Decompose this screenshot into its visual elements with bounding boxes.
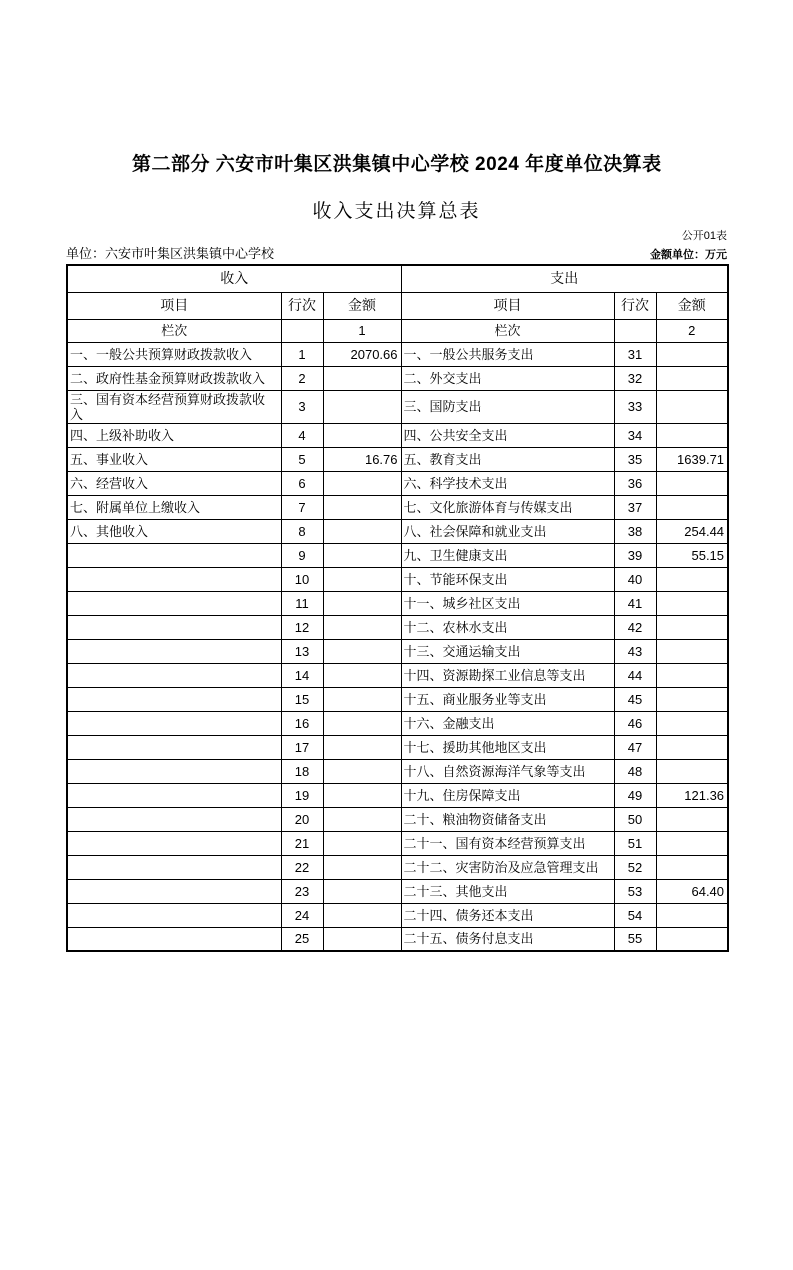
form-code-label: 公开01表 (681, 230, 727, 242)
expense-line-cell: 54 (614, 903, 656, 927)
expense-line-cell: 47 (614, 735, 656, 759)
income-amount-cell (323, 783, 401, 807)
expense-item-cell: 十九、住房保障支出 (401, 783, 614, 807)
expense-amount-cell (656, 735, 728, 759)
income-line-cell: 5 (281, 447, 323, 471)
income-amount-cell (323, 639, 401, 663)
income-amount-cell (323, 423, 401, 447)
income-item-cell (67, 759, 281, 783)
expense-amount-cell: 121.36 (656, 783, 728, 807)
expense-line-cell: 46 (614, 711, 656, 735)
income-amount-cell (323, 663, 401, 687)
expense-amount-cell (656, 366, 728, 390)
expense-item-cell: 六、科学技术支出 (401, 471, 614, 495)
income-amount-cell (323, 927, 401, 951)
expense-amount-cell (656, 927, 728, 951)
expense-line-cell: 37 (614, 495, 656, 519)
table-row (67, 783, 728, 807)
income-item-cell: 三、国有资本经营预算财政拨款收入 (67, 390, 281, 423)
income-amount-header: 金额 (323, 292, 401, 319)
income-item-cell (67, 591, 281, 615)
expense-item-cell: 七、文化旅游体育与传媒支出 (401, 495, 614, 519)
expense-amount-cell: 55.15 (656, 543, 728, 567)
table-row (67, 423, 728, 447)
income-line-no-header: 行次 (281, 292, 323, 319)
table-row (67, 855, 728, 879)
expense-item-cell: 二十、粮油物资储备支出 (401, 807, 614, 831)
table-row (67, 759, 728, 783)
income-amount-cell (323, 519, 401, 543)
income-amount-cell (323, 591, 401, 615)
expense-line-cell: 48 (614, 759, 656, 783)
income-amount-cell (323, 366, 401, 390)
income-amount-cell (323, 735, 401, 759)
table-row (67, 831, 728, 855)
table-row (67, 543, 728, 567)
expense-line-cell: 36 (614, 471, 656, 495)
income-item-cell: 一、一般公共预算财政拨款收入 (67, 342, 281, 366)
table-row (67, 639, 728, 663)
expense-item-cell: 二、外交支出 (401, 366, 614, 390)
income-amount-cell (323, 390, 401, 423)
expense-item-cell: 十八、自然资源海洋气象等支出 (401, 759, 614, 783)
table-row (67, 903, 728, 927)
income-line-cell: 15 (281, 687, 323, 711)
expense-line-cell: 38 (614, 519, 656, 543)
table-meta-row (66, 243, 727, 262)
table-row (67, 471, 728, 495)
expense-amount-cell (656, 807, 728, 831)
income-item-cell (67, 663, 281, 687)
expense-amount-cell (656, 567, 728, 591)
expense-item-cell: 二十二、灾害防治及应急管理支出 (401, 855, 614, 879)
income-column-number: 1 (323, 319, 401, 342)
expense-line-no-header: 行次 (614, 292, 656, 319)
expense-item-cell: 十三、交通运输支出 (401, 639, 614, 663)
expense-line-cell: 32 (614, 366, 656, 390)
expense-line-cell: 44 (614, 663, 656, 687)
expense-amount-cell: 254.44 (656, 519, 728, 543)
income-line-cell: 1 (281, 342, 323, 366)
table-row (67, 495, 728, 519)
expense-line-cell: 33 (614, 390, 656, 423)
income-item-cell: 七、附属单位上缴收入 (67, 495, 281, 519)
income-line-cell: 24 (281, 903, 323, 927)
table-row (67, 342, 728, 366)
expense-amount-cell: 1639.71 (656, 447, 728, 471)
table-row (67, 663, 728, 687)
expense-item-header: 项目 (401, 292, 614, 319)
table-row (67, 390, 728, 423)
table-row (67, 687, 728, 711)
expense-line-cell: 49 (614, 783, 656, 807)
income-item-cell (67, 855, 281, 879)
income-line-cell: 19 (281, 783, 323, 807)
income-line-cell: 13 (281, 639, 323, 663)
income-item-cell (67, 879, 281, 903)
table-title: 收入支出决算总表 (312, 201, 481, 222)
income-item-cell: 四、上级补助收入 (67, 423, 281, 447)
income-item-cell (67, 807, 281, 831)
expense-amount-cell (656, 495, 728, 519)
section-title: 第二部分 六安市叶集区洪集镇中心学校 2024 年度单位决算表 (132, 154, 662, 175)
income-amount-cell (323, 807, 401, 831)
expense-amount-cell (656, 855, 728, 879)
expense-line-cell: 42 (614, 615, 656, 639)
column-index-row (67, 319, 728, 342)
income-item-header: 项目 (67, 292, 281, 319)
income-amount-cell (323, 831, 401, 855)
expense-amount-cell (656, 471, 728, 495)
income-item-cell (67, 615, 281, 639)
expense-item-cell: 十七、援助其他地区支出 (401, 735, 614, 759)
income-amount-cell (323, 543, 401, 567)
expense-line-cell: 53 (614, 879, 656, 903)
income-amount-cell (323, 567, 401, 591)
expense-line-cell: 35 (614, 447, 656, 471)
expense-item-cell: 十六、金融支出 (401, 711, 614, 735)
expense-item-cell: 二十三、其他支出 (401, 879, 614, 903)
expense-amount-cell (656, 831, 728, 855)
income-line-cell: 20 (281, 807, 323, 831)
expense-line-no-blank (614, 319, 656, 342)
expense-item-cell: 二十五、债务付息支出 (401, 927, 614, 951)
table-row (67, 807, 728, 831)
table-row (67, 927, 728, 951)
income-amount-cell (323, 615, 401, 639)
expense-item-cell: 四、公共安全支出 (401, 423, 614, 447)
expense-item-cell: 二十四、债务还本支出 (401, 903, 614, 927)
income-line-cell: 8 (281, 519, 323, 543)
expense-line-cell: 43 (614, 639, 656, 663)
table-row (67, 615, 728, 639)
expense-line-cell: 45 (614, 687, 656, 711)
income-line-cell: 14 (281, 663, 323, 687)
income-item-cell (67, 831, 281, 855)
expense-line-cell: 51 (614, 831, 656, 855)
table-row (67, 366, 728, 390)
expense-line-cell: 31 (614, 342, 656, 366)
income-item-cell (67, 783, 281, 807)
income-amount-cell (323, 495, 401, 519)
expense-amount-cell: 64.40 (656, 879, 728, 903)
table-row (67, 591, 728, 615)
income-item-cell (67, 735, 281, 759)
income-line-cell: 11 (281, 591, 323, 615)
income-item-cell: 二、政府性基金预算财政拨款收入 (67, 366, 281, 390)
expense-amount-cell (656, 615, 728, 639)
section-header-row (67, 265, 728, 292)
table-row (67, 447, 728, 471)
income-item-cell: 六、经营收入 (67, 471, 281, 495)
expense-item-cell: 十二、农林水支出 (401, 615, 614, 639)
income-item-cell (67, 903, 281, 927)
income-amount-cell (323, 759, 401, 783)
income-column-index-label: 栏次 (67, 319, 281, 342)
income-line-cell: 3 (281, 390, 323, 423)
expense-amount-cell (656, 591, 728, 615)
expense-amount-cell (656, 639, 728, 663)
income-line-cell: 9 (281, 543, 323, 567)
expense-item-cell: 八、社会保障和就业支出 (401, 519, 614, 543)
income-item-cell: 五、事业收入 (67, 447, 281, 471)
expense-column-index-label: 栏次 (401, 319, 614, 342)
expense-line-cell: 39 (614, 543, 656, 567)
income-amount-cell (323, 687, 401, 711)
income-line-cell: 7 (281, 495, 323, 519)
income-line-cell: 17 (281, 735, 323, 759)
income-item-cell: 八、其他收入 (67, 519, 281, 543)
table-row (67, 879, 728, 903)
expense-item-cell: 十四、资源勘探工业信息等支出 (401, 663, 614, 687)
expense-amount-cell (656, 342, 728, 366)
expense-item-cell: 一、一般公共服务支出 (401, 342, 614, 366)
expense-line-cell: 52 (614, 855, 656, 879)
expense-item-cell: 九、卫生健康支出 (401, 543, 614, 567)
income-line-cell: 23 (281, 879, 323, 903)
expense-amount-cell (656, 687, 728, 711)
expense-line-cell: 40 (614, 567, 656, 591)
income-amount-cell (323, 903, 401, 927)
income-line-cell: 4 (281, 423, 323, 447)
income-amount-cell (323, 711, 401, 735)
expense-amount-cell (656, 903, 728, 927)
expense-line-cell: 41 (614, 591, 656, 615)
income-line-cell: 6 (281, 471, 323, 495)
table-row (67, 519, 728, 543)
column-header-row (67, 292, 728, 319)
expense-item-cell: 三、国防支出 (401, 390, 614, 423)
income-amount-cell (323, 879, 401, 903)
income-line-cell: 18 (281, 759, 323, 783)
income-item-cell (67, 687, 281, 711)
expense-line-cell: 50 (614, 807, 656, 831)
income-line-cell: 25 (281, 927, 323, 951)
expense-amount-header: 金额 (656, 292, 728, 319)
expense-amount-cell (656, 423, 728, 447)
expense-item-cell: 十五、商业服务业等支出 (401, 687, 614, 711)
income-amount-cell (323, 471, 401, 495)
expense-item-cell: 十、节能环保支出 (401, 567, 614, 591)
unit-name-label: 单位：六安市叶集区洪集镇中心学校 (66, 246, 275, 261)
income-line-no-blank (281, 319, 323, 342)
expense-item-cell: 二十一、国有资本经营预算支出 (401, 831, 614, 855)
income-line-cell: 22 (281, 855, 323, 879)
final-accounts-table (66, 264, 729, 952)
expense-line-cell: 34 (614, 423, 656, 447)
income-line-cell: 10 (281, 567, 323, 591)
expense-amount-cell (656, 711, 728, 735)
income-line-cell: 21 (281, 831, 323, 855)
table-row (67, 711, 728, 735)
expense-amount-cell (656, 663, 728, 687)
income-line-cell: 12 (281, 615, 323, 639)
income-item-cell (67, 567, 281, 591)
expense-amount-cell (656, 390, 728, 423)
income-amount-cell (323, 855, 401, 879)
income-item-cell (67, 639, 281, 663)
income-item-cell (67, 543, 281, 567)
income-item-cell (67, 927, 281, 951)
expense-item-cell: 十一、城乡社区支出 (401, 591, 614, 615)
income-item-cell (67, 711, 281, 735)
income-line-cell: 2 (281, 366, 323, 390)
table-row (67, 735, 728, 759)
expense-amount-cell (656, 759, 728, 783)
document-page (0, 148, 793, 952)
income-amount-cell: 2070.66 (323, 342, 401, 366)
income-line-cell: 16 (281, 711, 323, 735)
expense-item-cell: 五、教育支出 (401, 447, 614, 471)
expense-line-cell: 55 (614, 927, 656, 951)
income-section-header: 收入 (67, 265, 401, 292)
expense-section-header: 支出 (401, 265, 728, 292)
amount-unit-label: 金额单位：万元 (650, 249, 727, 261)
table-row (67, 567, 728, 591)
income-amount-cell: 16.76 (323, 447, 401, 471)
expense-column-number: 2 (656, 319, 728, 342)
